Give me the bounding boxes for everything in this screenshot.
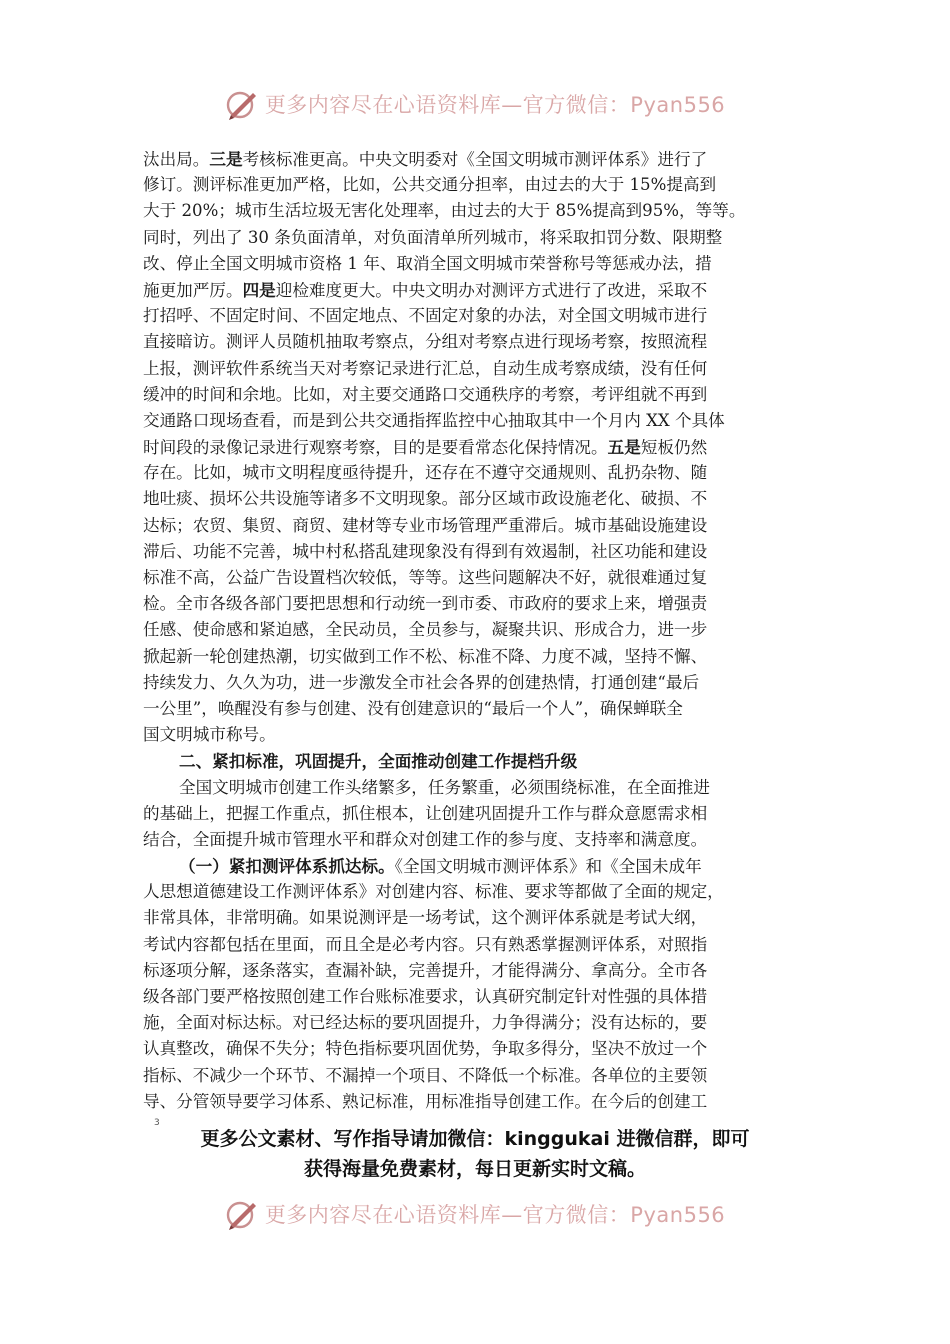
text-segment: 非常具体，非常明确。如果说测评是一场考试，这个测评体系就是考试大纲，	[143, 908, 708, 928]
text-line	[143, 146, 823, 172]
watermark-text: 更多内容尽在心语资料库—官方微信：Pyan556	[264, 1203, 726, 1227]
text-segment: 人思想道德建设工作测评体系》对创建内容、标准、要求等都做了全面的规定，	[143, 882, 724, 902]
text-line	[143, 1089, 823, 1115]
text-segment: 滞后、功能不完善，城中村私搭乱建现象没有得到有效遏制，社区功能和建设	[143, 541, 708, 561]
text-segment: 国文明城市称号。	[143, 725, 276, 745]
text-segment: 的基础上，把握工作重点，抓住根本，让创建巩固提升工作与群众意愿需求相	[143, 803, 708, 823]
text-line	[143, 670, 823, 696]
text-line	[143, 879, 823, 905]
text-segment: 考试内容都包括在里面，而且全是必考内容。只有熟悉掌握测评体系，对照指	[143, 934, 708, 954]
text-segment: 考核标准更高。中央文明委对《全国文明城市测评体系》进行了	[242, 150, 708, 169]
text-line	[143, 748, 823, 774]
text-segment: 打招呼、不固定时间、不固定地点、不固定对象的办法，对全国文明城市进行	[143, 306, 708, 326]
text-line	[143, 303, 823, 329]
text-line	[143, 565, 823, 591]
text-line	[143, 408, 823, 434]
text-segment: 全国文明城市创建工作头绪繁多，任务繁重，必须围绕标准，在全面推进	[179, 777, 710, 797]
text-line	[143, 722, 823, 748]
text-segment: 施，全面对标达标。对已经达标的要巩固提升，力争得满分；没有达标的，要	[143, 1013, 708, 1033]
footer-line-2: 获得海量免费素材，每日更新实时文稿。	[303, 1158, 646, 1180]
text-line	[143, 382, 823, 408]
text-line	[143, 827, 823, 853]
text-line	[143, 853, 823, 879]
text-line	[143, 984, 823, 1010]
text-segment: 汰出局。	[143, 150, 210, 169]
text-segment: 缓冲的时间和余地。比如，对主要交通路口交通秩序的考察，考评组就不再到	[143, 384, 708, 404]
bold-text: （一）紧扣测评体系抓达标。	[179, 856, 395, 877]
footer-line-1: 更多公文素材、写作指导请加微信：kinggukai 进微信群，即可	[200, 1128, 750, 1150]
text-line	[143, 696, 823, 722]
text-segment: 《全国文明城市测评体系》和《全国未成年	[394, 857, 702, 877]
text-segment: 达标；农贸、集贸、商贸、建材等专业市场管理严重滞后。城市基础设施建设	[143, 515, 708, 535]
text-segment: 结合，全面提升城市管理水平和群众对创建工作的参与度、支持率和满意度。	[143, 829, 708, 849]
text-segment: 检。全市各级各部门要把思想和行动统一到市委、市政府的要求上来，增强责	[143, 594, 708, 614]
document-body	[143, 146, 823, 1115]
text-segment: 标逐项分解，逐条落实，查漏补缺，完善提升，才能得满分、拿高分。全市各	[143, 960, 708, 980]
pen-circle-logo-icon	[225, 1197, 259, 1231]
text-line	[143, 905, 823, 931]
watermark-banner-bottom	[0, 1196, 950, 1232]
text-line	[143, 225, 823, 251]
text-segment: 修订。测评标准更加严格，比如，公共交通分担率，由过去的大于 15%提高到	[143, 175, 717, 195]
text-segment: 级各部门要严格按照创建工作台账标准要求，认真研究制定针对性强的具体措	[143, 987, 708, 1006]
text-segment: 交通路口现场查看，而是到公共交通指挥监控中心抽取其中一个月内 XX 个具体	[143, 410, 725, 430]
text-segment: 任感、使命感和紧迫感，全民动员，全员参与，凝聚共识、形成合力，进一步	[143, 620, 708, 640]
text-line	[143, 460, 823, 486]
text-line	[143, 801, 823, 827]
text-line	[143, 958, 823, 984]
text-line	[143, 932, 823, 958]
text-segment: 持续发力、久久为功，进一步激发全市社会各界的创建热情，打通创建“最后	[143, 672, 700, 692]
text-segment: 导、分管领导要学习体系、熟记标准，用标准指导创建工作。在今后的创建工	[143, 1091, 708, 1111]
text-segment: 同时，列出了 30 条负面清单，对负面清单所列城市，将采取扣罚分数、限期整	[143, 227, 723, 247]
text-segment: 时间段的录像记录进行观察考察，目的是要看常态化保持情况。	[143, 438, 608, 458]
text-line	[143, 434, 823, 460]
watermark-text: 更多内容尽在心语资料库—官方微信：Pyan556	[264, 93, 726, 117]
text-line	[143, 539, 823, 565]
text-line	[143, 277, 823, 303]
text-line	[143, 329, 823, 355]
text-line	[143, 513, 823, 539]
text-segment: 大于 20%；城市生活垃圾无害化处理率，由过去的大于 85%提高到95%，等等。	[143, 201, 746, 221]
text-segment: 存在。比如，城市文明程度亟待提升，还存在不遵守交通规则、乱扔杂物、随	[143, 463, 708, 483]
text-line	[143, 775, 823, 801]
text-line	[143, 172, 823, 198]
text-segment: 迎检难度更大。中央文明办对测评方式进行了改进，采取不	[275, 280, 708, 300]
text-segment: 一公里”，唤醒没有参与创建、没有创建意识的“最后一个人”，确保蝉联全	[143, 698, 683, 718]
text-line	[143, 644, 823, 670]
text-line	[143, 251, 823, 277]
text-line	[143, 1010, 823, 1036]
text-line	[143, 486, 823, 512]
bold-text: 三是	[209, 149, 243, 169]
text-line	[143, 591, 823, 617]
page-number: 3	[154, 1118, 160, 1128]
text-segment: 上报，测评软件系统当天对考察记录进行汇总，自动生成考察成绩，没有任何	[143, 358, 708, 378]
pen-circle-logo-icon	[225, 87, 259, 121]
text-line	[143, 1036, 823, 1062]
text-segment: 地吐痰、损坏公共设施等诸多不文明现象。部分区域市政设施老化、破损、不	[143, 489, 708, 509]
text-line	[143, 198, 823, 224]
text-line	[143, 617, 823, 643]
bold-text: 五是	[607, 437, 641, 458]
bold-text: 二、紧扣标准，巩固提升，全面推动创建工作提档升级	[179, 751, 578, 772]
text-line	[143, 1063, 823, 1089]
text-segment: 标准不高，公益广告设置档次较低，等等。这些问题解决不好，就很难通过复	[143, 568, 708, 587]
text-segment: 改、停止全国文明城市资格 1 年、取消全国文明城市荣誉称号等惩戒办法，措	[143, 253, 712, 273]
text-segment: 认真整改，确保不失分；特色指标要巩固优势，争取多得分，坚决不放过一个	[143, 1039, 708, 1059]
watermark-banner-top	[0, 86, 950, 122]
text-segment: 直接暗访。测评人员随机抽取考察点，分组对考察点进行现场考察，按照流程	[143, 332, 708, 352]
text-segment: 施更加严厉。	[143, 280, 243, 300]
text-segment: 短板仍然	[640, 438, 708, 458]
bold-text: 四是	[242, 279, 276, 300]
text-line	[143, 356, 823, 382]
footer-promo	[0, 1124, 950, 1184]
text-segment: 指标、不减少一个环节、不漏掉一个项目、不降低一个标准。各单位的主要领	[143, 1065, 708, 1085]
text-segment: 掀起新一轮创建热潮，切实做到工作不松、标准不降、力度不减，坚持不懈、	[143, 646, 708, 666]
